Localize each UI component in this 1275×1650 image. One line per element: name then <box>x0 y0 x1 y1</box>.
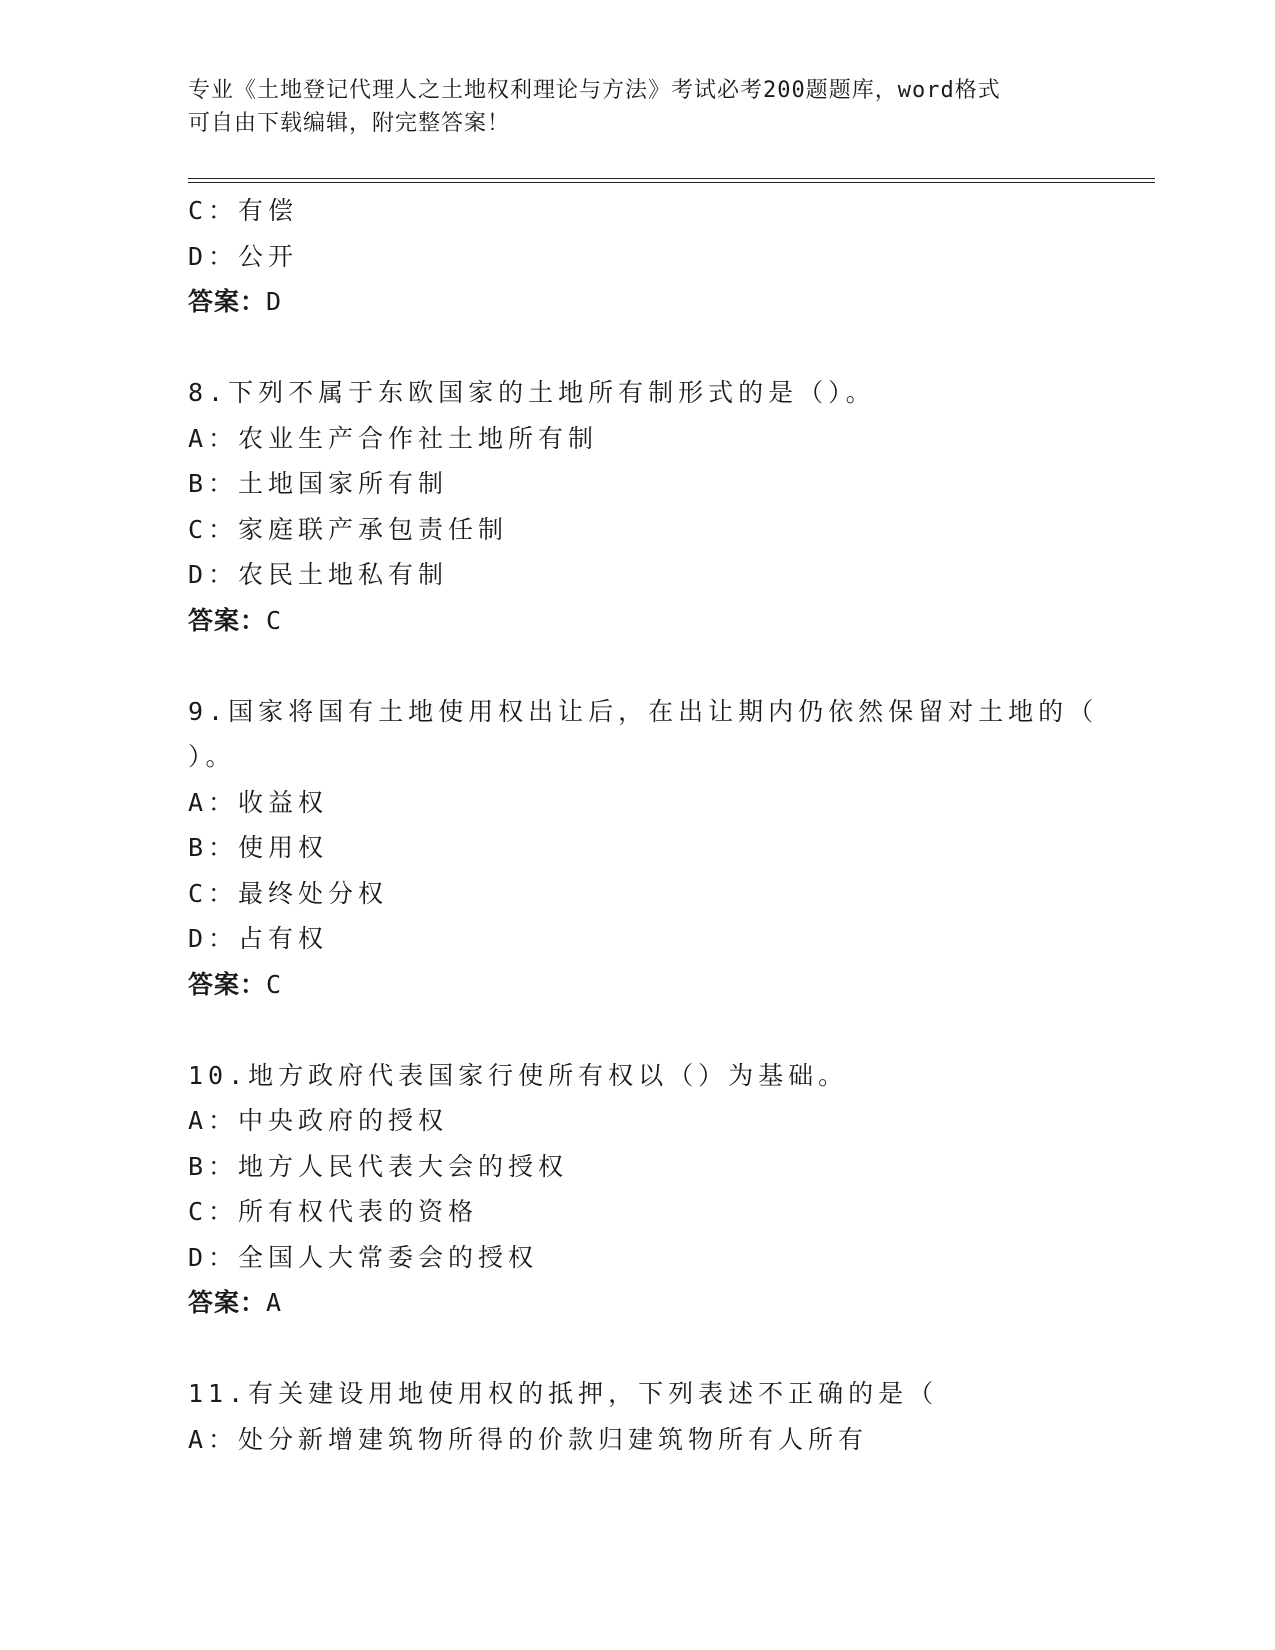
answer-label: 答案： <box>188 605 267 635</box>
header-divider-top <box>188 178 1155 179</box>
option-b: B：地方人民代表大会的授权 <box>188 1151 569 1181</box>
option-c: C：所有权代表的资格 <box>188 1197 479 1226</box>
header-line-2: 可自由下载编辑，附完整答案！ <box>188 111 511 136</box>
answer-label: 答案： <box>188 287 267 316</box>
answer-row <box>188 962 1118 1008</box>
answer-value: A <box>266 1288 283 1317</box>
answer-row <box>188 1280 1118 1326</box>
question-stem-line-1: 9.国家将国有土地使用权出让后，在出让期内仍依然保留对土地的（ <box>188 696 1099 726</box>
question-stem: 11.有关建设用地使用权的抵押，下列表述不正确的是（ <box>188 1379 939 1408</box>
option-a: A：收益权 <box>188 787 329 817</box>
answer-value: C <box>266 969 283 999</box>
question-9 <box>188 689 1118 1008</box>
header-divider-bottom <box>188 182 1155 183</box>
question-stem-line-2: ）。 <box>188 742 236 771</box>
answer-label: 答案： <box>188 969 267 999</box>
option-a: A：农业生产合作社土地所有制 <box>188 423 599 453</box>
question-stem: 8.下列不属于东欧国家的土地所有制形式的是（）。 <box>188 378 876 407</box>
question-partial <box>188 188 1118 325</box>
answer-label: 答案： <box>188 1288 267 1317</box>
answer-row <box>188 598 1118 644</box>
answer-value: C <box>266 605 283 635</box>
document-body <box>188 188 1118 1462</box>
option-c: C：有偿 <box>188 196 299 225</box>
option-b: B：土地国家所有制 <box>188 469 449 498</box>
spacer <box>188 325 1118 371</box>
question-10 <box>188 1053 1118 1326</box>
question-11 <box>188 1371 1118 1462</box>
option-d: D：占有权 <box>188 924 329 953</box>
option-a: A：中央政府的授权 <box>188 1106 449 1135</box>
option-c: C：最终处分权 <box>188 878 389 908</box>
question-8 <box>188 370 1118 643</box>
question-stem: 10.地方政府代表国家行使所有权以（）为基础。 <box>188 1060 849 1090</box>
option-a: A：处分新增建筑物所得的价款归建筑物所有人所有 <box>188 1424 869 1454</box>
option-d: D：全国人大常委会的授权 <box>188 1242 539 1272</box>
option-c: C：家庭联产承包责任制 <box>188 514 509 544</box>
spacer <box>188 643 1118 689</box>
spacer <box>188 1326 1118 1372</box>
option-d: D：公开 <box>188 241 299 271</box>
header-line-1: 专业《土地登记代理人之土地权利理论与方法》考试必考200题题库，word格式 <box>188 78 1001 103</box>
answer-row <box>188 279 1118 325</box>
document-header <box>188 74 1088 140</box>
option-d: D：农民土地私有制 <box>188 560 449 589</box>
option-b: B：使用权 <box>188 833 329 862</box>
spacer <box>188 1007 1118 1053</box>
answer-value: D <box>266 287 283 316</box>
